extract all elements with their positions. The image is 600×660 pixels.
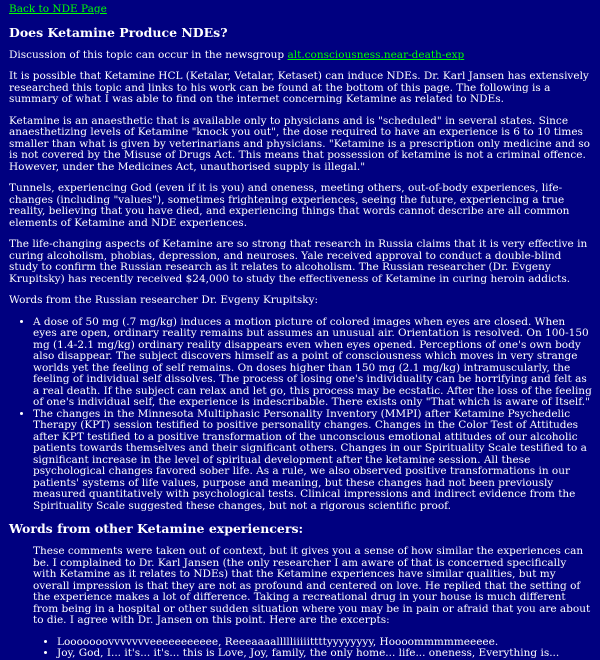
section-heading-other-experiencers: Words from other Ketamine experiencers: [9, 521, 304, 536]
list-item: • Looooooovvvvvvveeeeeeeeeee, Reeeaaaallllliiiiittttyyyyyyyy, Hoooommmmmeeeee. [57, 637, 592, 649]
list-item: • The changes in the Minnesota Multiphasic Personality Inventory (MMPI) after Ketamine Psychedelic Therapy (KPT) session testified to positive personality changes. Changes in the Color Test of Attitudes after KPT testified to a positive transformation of the unconscious emotional attitudes of our alcoholic patients towards themselves and their significant others. Changes in our Spirituality Scale testified to a significant increase in the level of spiritual development after the ketamine session. All these psychological changes favored sober life. As a rule, we also observed positive transformations in our patients' systems of life values, purpose and meaning, but these changes had not been previously measured quantitatively with psychological tests. Clinical impressions and indirect evidence from the Spirituality Scale suggested these changes, but not a rigorous scientific proof. [33, 409, 592, 513]
excerpt-list [33, 637, 592, 660]
intro-paragraph [9, 50, 592, 62]
paragraph-krupitsky-intro: Words from the Russian researcher Dr. Evgeny Krupitsky: [9, 294, 319, 306]
paragraph-ketamine-ndes: It is possible that Ketamine HCL (Ketalar, Vetalar, Ketaset) can induce NDEs. Dr. Karl Jansen has extensively researched this topic and links to his work can be found at the bottom of this page. The following is a summary of what I was able to find on the internet concerning Ketamine as related to NDEs. [9, 70, 589, 105]
back-to-nde-link[interactable]: Back to NDE Page [9, 3, 107, 15]
experiencers-blockquote [33, 546, 592, 660]
researcher-quote-list [9, 317, 592, 513]
paragraph-anaesthetic: Ketamine is an anaesthetic that is available only to physicians and is "scheduled" in several states. Since anaesthetizing levels of Ketamine "knock you out", the dose required to have an experience is 6 to 10 times smaller than what is given by veterinarians and physicians. "Ketamine is a prescription only medicine and so is not covered by the Misuse of Drugs Act. This means that possession of ketamine is not a criminal offence. However, under the Medicines Act, unauthorised supply is illegal." [9, 114, 590, 173]
intro-text: Discussion of this topic can occur in the newsgroup [9, 48, 285, 61]
newsgroup-link[interactable]: alt.consciousness.near-death-exp [287, 48, 465, 61]
list-item: • Joy, God, I... it's... it's... this is Love, Joy, family, the only home... life... oneness, Everything is... [57, 648, 592, 660]
list-item: • A dose of 50 mg (.7 mg/kg) induces a motion picture of colored images when eyes are closed. When eyes are open, ordinary reality remains but assumes an unusual air. Orientation is resolved. On 100-150 mg (1.4-2.1 mg/kg) ordinary reality disappears even when eyes opened. Perceptions of one's own body also disappear. The subject discovers himself as a point of consciousness which moves in very strange worlds yet the feeling of self remains. On doses higher than 150 mg (2.1 mg/kg) intramuscularly, the feeling of individual self dissolves. The process of losing one's individuality can be horrifying and felt as a real death. If the subject can relax and let go, this process may be ecstatic. After the loss of the feeling of one's individual self, the experience is indescribable. There exists only "That which is aware of Itself." [33, 317, 592, 409]
page-title: Does Ketamine Produce NDEs? [9, 24, 228, 40]
paragraph-russian-research: The life-changing aspects of Ketamine are so strong that research in Russia claims that it is very effective in curing alcoholism, phobias, depression, and neuroses. Yale received approval to conduct a double-blind study to confirm the Russian research as it relates to alcoholism. The Russian researcher (Dr. Evgeny Krupitsky) has recently received $24,000 to study the effectiveness of Ketamine in curing heroin addicts. [9, 238, 588, 285]
experiencers-intro: These comments were taken out of context, but it gives you a sense of how similar the experiences can be. I complained to Dr. Karl Jansen (the only researcher I am aware of that is concerned specifically with Ketamine as it relates to NDEs) that the Ketamine experiences have similar qualities, but my overall impression is that they are not as profound and centered on love. He replied that the setting of the experience makes a lot of difference. Taking a recreational drug in your house is much different from being in a hospital or other sudden situation where you may be in pain or afraid that you are about to die. I agree with Dr. Jansen on this point. Here are the excerpts: [33, 545, 591, 626]
paragraph-common-elements: Tunnels, experiencing God (even if it is you) and oneness, meeting others, out-of-body experiences, life-changes (including "values"), sometimes frightening experiences, seeing the future, experiencing a true reality, believing that you have died, and experiencing things that words cannot describe are all common elements of Ketamine and NDE experiences. [9, 182, 570, 229]
